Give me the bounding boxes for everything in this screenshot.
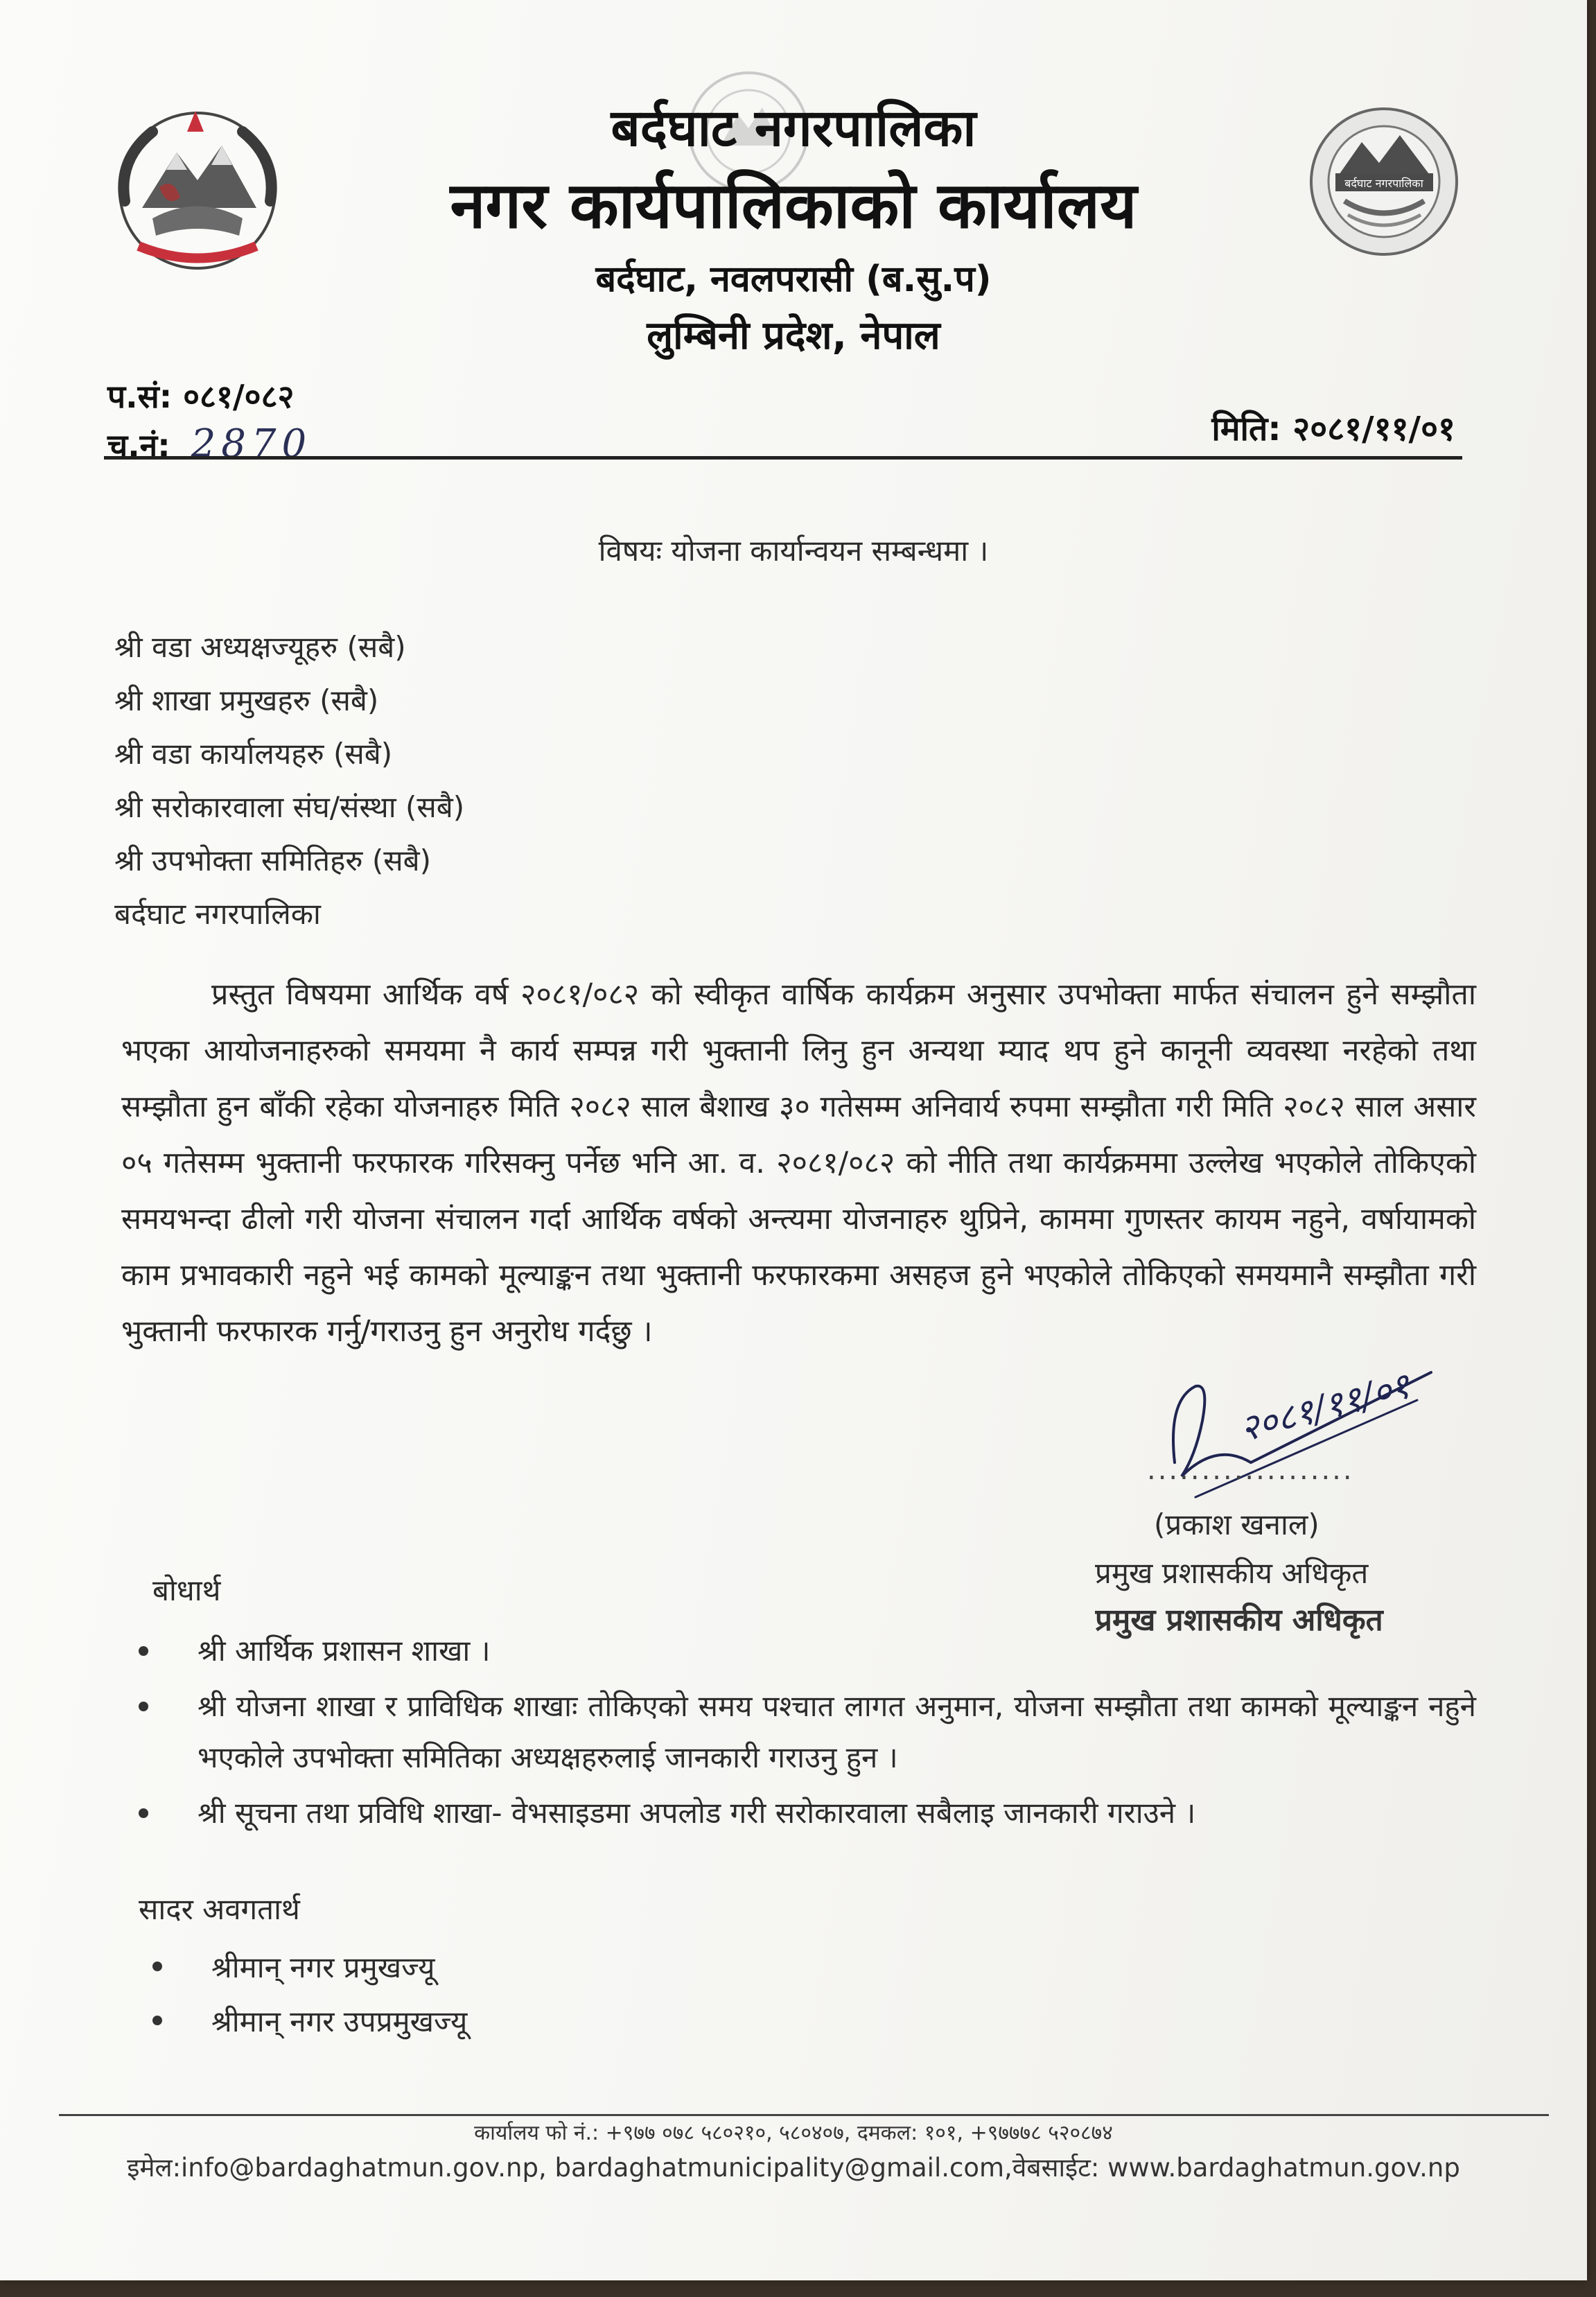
municipality-name: बर्दघाट नगरपालिका xyxy=(611,98,976,158)
footer-phone: कार्यालय फो नं.: +९७७ ०७८ ५८०२१०, ५८०४०७, दमकल: १०१, +९७७७८ ५२०८७४ xyxy=(474,2121,1113,2145)
recipient-line: श्री शाखा प्रमुखहरु (सबै) xyxy=(114,683,379,717)
recipient-line: श्री वडा अध्यक्षज्यूहरु (सबै) xyxy=(114,630,406,664)
sadar-item-text: श्रीमान् नगर उपप्रमुखज्यू xyxy=(211,2005,468,2038)
bullet-icon xyxy=(139,1646,148,1656)
bullet-icon xyxy=(152,1962,162,1971)
letterhead xyxy=(0,94,1587,363)
header-divider xyxy=(104,456,1462,460)
letter-body: प्रस्तुत विषयमा आर्थिक वर्ष २०८१/०८२ को स्वीकृत वार्षिक कार्यक्रम अनुसार उपभोक्ता मार्फत संचालन हुने सम्झौता भएका आयोजनाहरुको समयमा नै कार्य सम्पन्न गरी भुक्तानी लिनु हुन अन्यथा म्याद थप हुने कानूनी व्यवस्था नरहेको तथा सम्झौता हुन बाँकी रहेका योजनाहरु मिति २०८२ साल बैशाख ३० गतेसम्म अनिवार्य रुपमा सम्झौता गरी मिति २०८२ साल असार ०५ गतेसम्म भुक्तानी फरफारक गरिसक्नु पर्नेछ भनि आ. व. २०८१/०८२ को नीति तथा कार्यक्रममा उल्लेख भएकोले तोकिएको समयभन्दा ढीलो गरी योजना संचालन गर्दा आर्थिक वर्षको अन्त्यमा योजनाहरु थुप्रिने, काममा गुणस्तर कायम नहुने, वर्षायामको काम प्रभावकारी नहुने भई कामको मूल्याङ्कन तथा भुक्तानी फरफारकमा असहज हुने भएकोले तोकिएको समयमानै सम्झौता गरी भुक्तानी फरफारक गर्नु/गराउनु हुन अनुरोध गर्दछु । xyxy=(121,977,1476,1349)
cc-item xyxy=(139,1788,1476,1839)
letter-subject: विषयः योजना कार्यान्वयन सम्बन्धमा । xyxy=(598,534,989,568)
sadar-item xyxy=(152,1995,467,2049)
sadar-heading: सादर अवगतार्थ xyxy=(139,1892,300,1926)
cc-heading: बोधार्थ xyxy=(152,1573,221,1607)
date-value: २०८१/११/०१ xyxy=(1292,410,1455,448)
cn-handwritten-value: 2870 xyxy=(191,421,313,466)
chalani-number xyxy=(107,421,312,466)
cn-label: च.नं: xyxy=(107,427,170,464)
sadar-item xyxy=(152,1941,467,1995)
bullet-icon xyxy=(139,1702,148,1711)
cc-item-text: श्री सूचना तथा प्रविधि शाखा- वेभसाइडमा अपलोड गरी सरोकारवाला सबैलाइ जानकारी गराउने । xyxy=(198,1796,1196,1830)
patra-sankhya xyxy=(107,374,294,417)
date-label: मिति: xyxy=(1211,410,1281,448)
bullet-icon xyxy=(139,1808,148,1818)
signatory-title: प्रमुख प्रशासकीय अधिकृत xyxy=(1095,1556,1369,1590)
office-address: बर्दघाट, नवलपरासी (ब.सु.प) xyxy=(595,259,992,300)
signature-date: २०८१/११/०१ xyxy=(1235,1365,1415,1451)
letter-date xyxy=(1211,405,1455,451)
bullet-icon xyxy=(152,2016,162,2025)
designation-stamp: प्रमुख प्रशासकीय अधिकृत xyxy=(1095,1602,1383,1638)
municipality-logo-text: बर्दघाट नगरपालिका xyxy=(1344,177,1423,190)
sadar-list xyxy=(152,1941,467,2049)
cc-item xyxy=(139,1625,1476,1677)
recipient-line: श्री उपभोक्ता समितिहरु (सबै) xyxy=(114,844,432,877)
cc-item-text: श्री आर्थिक प्रशासन शाखा । xyxy=(198,1634,491,1668)
province-country: लुम्बिनी प्रदेश, नेपाल xyxy=(647,313,940,358)
recipients-list xyxy=(114,620,464,941)
cc-list xyxy=(139,1625,1476,1839)
cc-item xyxy=(139,1681,1476,1783)
recipient-line: बर्दघाट नगरपालिका xyxy=(114,897,321,931)
footer-contact: इमेल:info@bardaghatmun.gov.np, bardaghatmunicipality@gmail.com,वेबसाईट: www.bardaghatmun.gov.np xyxy=(127,2153,1460,2183)
recipient-line: श्री वडा कार्यालयहरु (सबै) xyxy=(114,737,393,771)
sadar-item-text: श्रीमान् नगर प्रमुखज्यू xyxy=(211,1950,435,1984)
signature-dots: ................... xyxy=(1147,1454,1354,1486)
signature-mark xyxy=(1154,1359,1445,1511)
footer-divider xyxy=(59,2114,1549,2116)
signatory-name: (प्रकाश खनाल) xyxy=(1154,1508,1319,1541)
ps-label: प.सं: xyxy=(107,378,173,415)
office-name: नगर कार्यपालिकाको कार्यालय xyxy=(450,168,1137,243)
ps-value: ०८१/०८२ xyxy=(183,378,295,415)
cc-item-text: श्री योजना शाखा र प्राविधिक शाखाः तोकिएको समय पश्चात लागत अनुमान, योजना सम्झौता तथा कामको मूल्याङ्कन नहुने भएकोले उपभोक्ता समितिका अध्यक्षहरुलाई जानकारी गराउनु हुन । xyxy=(198,1689,1476,1774)
recipient-line: श्री सरोकारवाला संघ/संस्था (सबै) xyxy=(114,790,465,824)
